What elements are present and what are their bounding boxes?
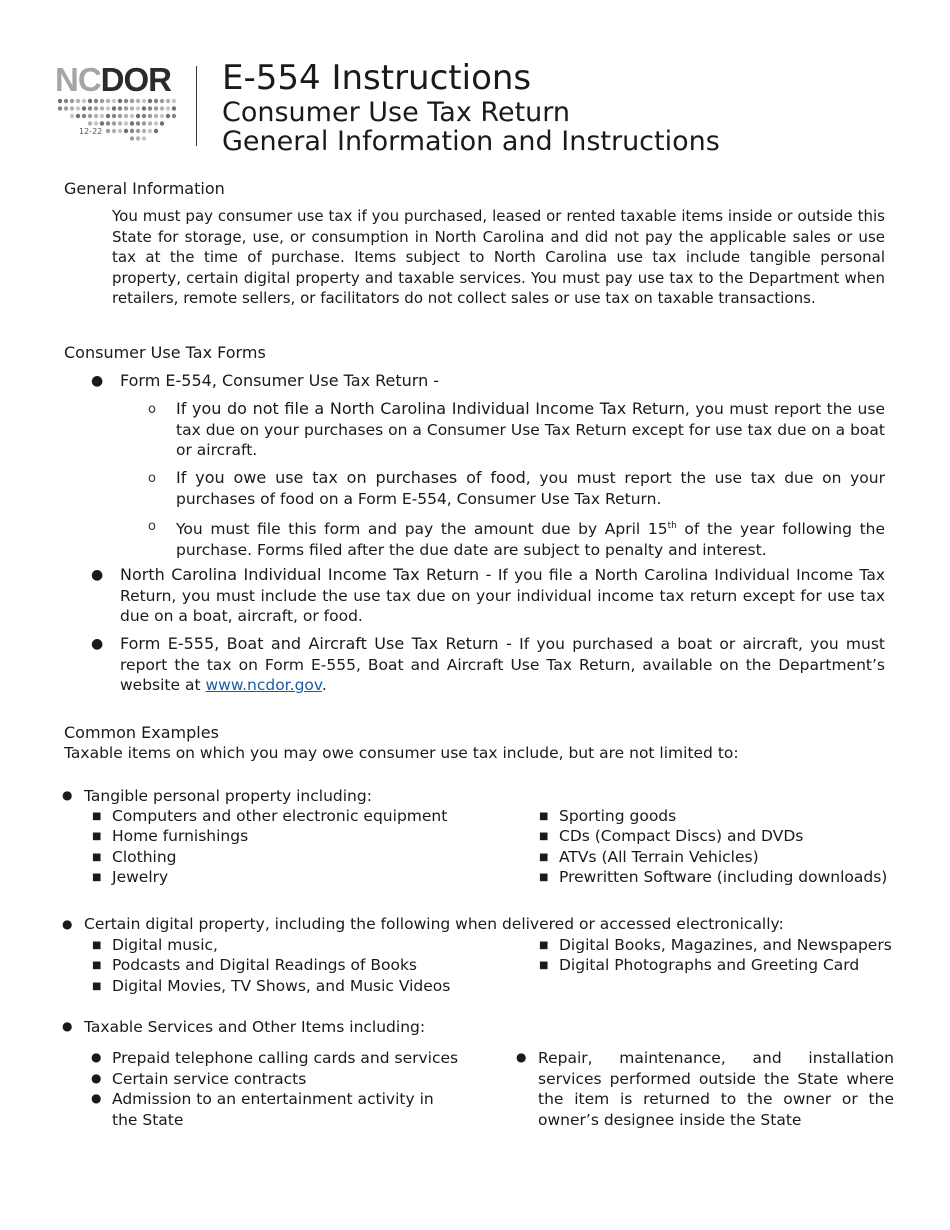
square-bullet: ■: [539, 960, 549, 972]
logo-dot: [172, 114, 176, 118]
logo-dot: [154, 114, 158, 118]
logo-dot: [154, 129, 158, 133]
logo-dot: [82, 99, 86, 103]
logo-dot: [124, 114, 128, 118]
list-item: ATVs (All Terrain Vehicles): [559, 847, 759, 866]
logo-dot: [148, 106, 152, 110]
logo-dot: [112, 114, 116, 118]
title-block: [222, 58, 720, 156]
nc-map-dots-icon: [57, 98, 179, 146]
forms-heading: Consumer Use Tax Forms: [64, 343, 266, 362]
logo-dot: [142, 114, 146, 118]
bullet: ●: [91, 373, 104, 389]
bullet: ●: [91, 1050, 102, 1064]
services-label: Taxable Services and Other Items including:: [84, 1018, 426, 1036]
logo-dot: [166, 99, 170, 103]
logo-dot: [94, 121, 98, 125]
logo-dot: [142, 129, 146, 133]
bullet: ●: [62, 1019, 73, 1033]
logo-dot: [124, 121, 128, 125]
logo-dot: [148, 129, 152, 133]
logo-dot: [160, 114, 164, 118]
square-bullet: ■: [92, 940, 102, 951]
logo-dot: [148, 121, 152, 125]
logo-dot: [106, 121, 110, 125]
bullet: ●: [91, 1091, 102, 1105]
logo-dot: [136, 129, 140, 133]
logo-dot: [70, 106, 74, 110]
logo-dot: [100, 121, 104, 125]
logo-dot: [88, 114, 92, 118]
logo-dot: [64, 106, 68, 110]
logo-dot: [106, 114, 110, 118]
revision-date: 12-22: [79, 127, 103, 136]
list-item: Certain service contracts: [112, 1070, 307, 1088]
page-title: E-554 Instructions: [222, 58, 532, 98]
list-item: Prewritten Software (including downloads): [559, 867, 888, 886]
logo-dot: [130, 106, 134, 110]
page-subtitle: Consumer Use Tax Return: [222, 97, 571, 128]
logo-dot: [130, 99, 134, 103]
logo-dot: [118, 114, 122, 118]
logo-dot: [172, 106, 176, 110]
examples-heading: Common Examples: [64, 723, 219, 742]
page-subtitle-secondary: General Information and Instructions: [222, 126, 720, 157]
general-info-heading: General Information: [64, 179, 225, 198]
bullet: ●: [91, 567, 104, 583]
square-bullet: ■: [92, 871, 102, 883]
logo-dot: [118, 99, 122, 103]
logo-dot: [136, 99, 140, 103]
square-bullet: ■: [92, 851, 102, 863]
square-bullet: ■: [539, 831, 549, 843]
logo-dot: [160, 99, 164, 103]
general-info-body: You must pay consumer use tax if you purchased, leased or rented taxable items inside or outside this State for storage, use, or consumption in North Carolina and did not pay the applicable sales or use tax at the time of purchase. Items subject to North Carolina use tax include tangible personal property, certain digital property and taxable services. You must pay use tax to the Department when retailers, remote sellers, or facilitators do not collect sales or use tax on taxable transactions.: [112, 207, 885, 308]
list-item: Clothing: [112, 847, 177, 866]
list-item: Digital music,: [112, 936, 218, 954]
list-item: Digital Photographs and Greeting Card: [559, 956, 860, 975]
logo-dot: [76, 106, 80, 110]
e554-sub-item-1: If you do not file a North Carolina Individual Income Tax Return, you must report the use tax due on your purchases on a Consumer Use Tax Return except for use tax due on a boat or aircraft.: [176, 399, 885, 459]
bullet: ●: [62, 917, 73, 931]
logo-dot: [142, 136, 146, 140]
logo-dot: [76, 99, 80, 103]
list-item: Digital Books, Magazines, and Newspapers: [559, 936, 892, 954]
logo-dot: [70, 99, 74, 103]
logo-dot: [142, 121, 146, 125]
square-bullet: ■: [92, 831, 102, 843]
logo-dot: [172, 99, 176, 103]
logo-dot: [136, 106, 140, 110]
logo-dot: [94, 99, 98, 103]
bullet: ●: [91, 636, 104, 652]
logo-dot: [154, 99, 158, 103]
square-bullet: ■: [539, 851, 549, 863]
bullet: ●: [91, 1071, 102, 1085]
logo-dot: [124, 129, 128, 133]
logo-dot: [154, 121, 158, 125]
logo-dot: [88, 106, 92, 110]
square-bullet: ■: [539, 871, 549, 883]
logo-dot: [94, 106, 98, 110]
logo-dot: [88, 121, 92, 125]
list-item: Home furnishings: [112, 827, 249, 846]
list-item: Repair, maintenance, and installation services performed outside the State where the item is returned to the owner or the owner’s designee inside the State: [538, 1049, 894, 1129]
logo-dot: [106, 106, 110, 110]
logo-dot: [100, 106, 104, 110]
logo-dot: [82, 106, 86, 110]
bullet: ●: [516, 1050, 527, 1064]
logo-dot: [154, 106, 158, 110]
logo-dot: [64, 99, 68, 103]
examples-intro: Taxable items on which you may owe consumer use tax include, but are not limited to:: [64, 744, 739, 762]
list-item: Prepaid telephone calling cards and services: [112, 1049, 459, 1067]
logo-dot: [112, 99, 116, 103]
logo-dot: [124, 99, 128, 103]
logo-dot: [118, 129, 122, 133]
logo-dot: [100, 99, 104, 103]
form-e555-item: Form E-555, Boat and Aircraft Use Tax Return - If you purchased a boat or aircraft, you must report the tax on Form E-555, Boat and Aircraft Use Tax Return, available on the Department’s website at www.ncdor.gov.: [120, 634, 886, 694]
ncdor-logo: [55, 62, 180, 148]
list-item: Jewelry: [112, 867, 169, 886]
e554-sub-item-3: You must file this form and pay the amount due by April 15th of the year following the purchase. Forms filed after the due date are subject to penalty and interest.: [176, 520, 886, 559]
logo-dot: [70, 114, 74, 118]
sub-bullet: o: [148, 402, 156, 417]
logo-dot: [58, 106, 62, 110]
sub-bullet: o: [148, 519, 156, 534]
list-item: Podcasts and Digital Readings of Books: [112, 956, 418, 975]
list-item: Digital Movies, TV Shows, and Music Videos: [112, 976, 451, 995]
logo-dot: [148, 99, 152, 103]
digital-label: Certain digital property, including the following when delivered or accessed electronically:: [84, 915, 784, 933]
square-bullet: ■: [92, 980, 102, 992]
logo-dot: [130, 129, 134, 133]
logo-dot: [124, 106, 128, 110]
logo-dot: [160, 121, 164, 125]
logo-wordmark: NCDOR: [55, 61, 172, 98]
logo-dot: [130, 136, 134, 140]
list-item: CDs (Compact Discs) and DVDs: [559, 827, 804, 846]
ncdor-website-link[interactable]: www.ncdor.gov: [205, 676, 322, 694]
logo-dot: [106, 99, 110, 103]
logo-dot: [166, 114, 170, 118]
header-divider: [196, 66, 197, 146]
form-e554-item: Form E-554, Consumer Use Tax Return -: [120, 371, 440, 390]
logo-dot: [142, 99, 146, 103]
bullet: ●: [62, 788, 73, 802]
logo-dot: [130, 121, 134, 125]
e554-sub-item-2: If you owe use tax on purchases of food, you must report the use tax due on your purchases of food on a Form E-554, Consumer Use Tax Return.: [176, 468, 885, 508]
logo-dot: [118, 121, 122, 125]
logo-dot: [58, 99, 62, 103]
logo-dot: [94, 114, 98, 118]
list-item: Admission to an entertainment activity in the State: [112, 1090, 434, 1129]
logo-dot: [82, 114, 86, 118]
logo-dot: [106, 129, 110, 133]
list-item: Sporting goods: [559, 807, 677, 825]
logo-dot: [160, 106, 164, 110]
logo-dot: [112, 129, 116, 133]
logo-dot: [118, 106, 122, 110]
logo-dot: [112, 106, 116, 110]
square-bullet: ■: [539, 940, 549, 951]
nc-income-tax-item: North Carolina Individual Income Tax Return - If you file a North Carolina Individual Income Tax Return, you must include the use tax due on your individual income tax return except for use tax due on a boat, aircraft, or food.: [120, 565, 885, 625]
logo-dot: [136, 121, 140, 125]
logo-dot: [166, 106, 170, 110]
sub-bullet: o: [148, 471, 156, 486]
logo-dot: [100, 114, 104, 118]
logo-dot: [148, 114, 152, 118]
square-bullet: ■: [539, 811, 549, 822]
logo-dot: [130, 114, 134, 118]
logo-dot: [112, 121, 116, 125]
logo-dot: [136, 136, 140, 140]
list-item: Computers and other electronic equipment: [112, 807, 448, 825]
logo-dot: [142, 106, 146, 110]
square-bullet: ■: [92, 960, 102, 972]
logo-dot: [136, 114, 140, 118]
tangible-label: Tangible personal property including:: [84, 787, 372, 805]
logo-dot: [76, 114, 80, 118]
logo-dot: [88, 99, 92, 103]
square-bullet: ■: [92, 811, 102, 822]
